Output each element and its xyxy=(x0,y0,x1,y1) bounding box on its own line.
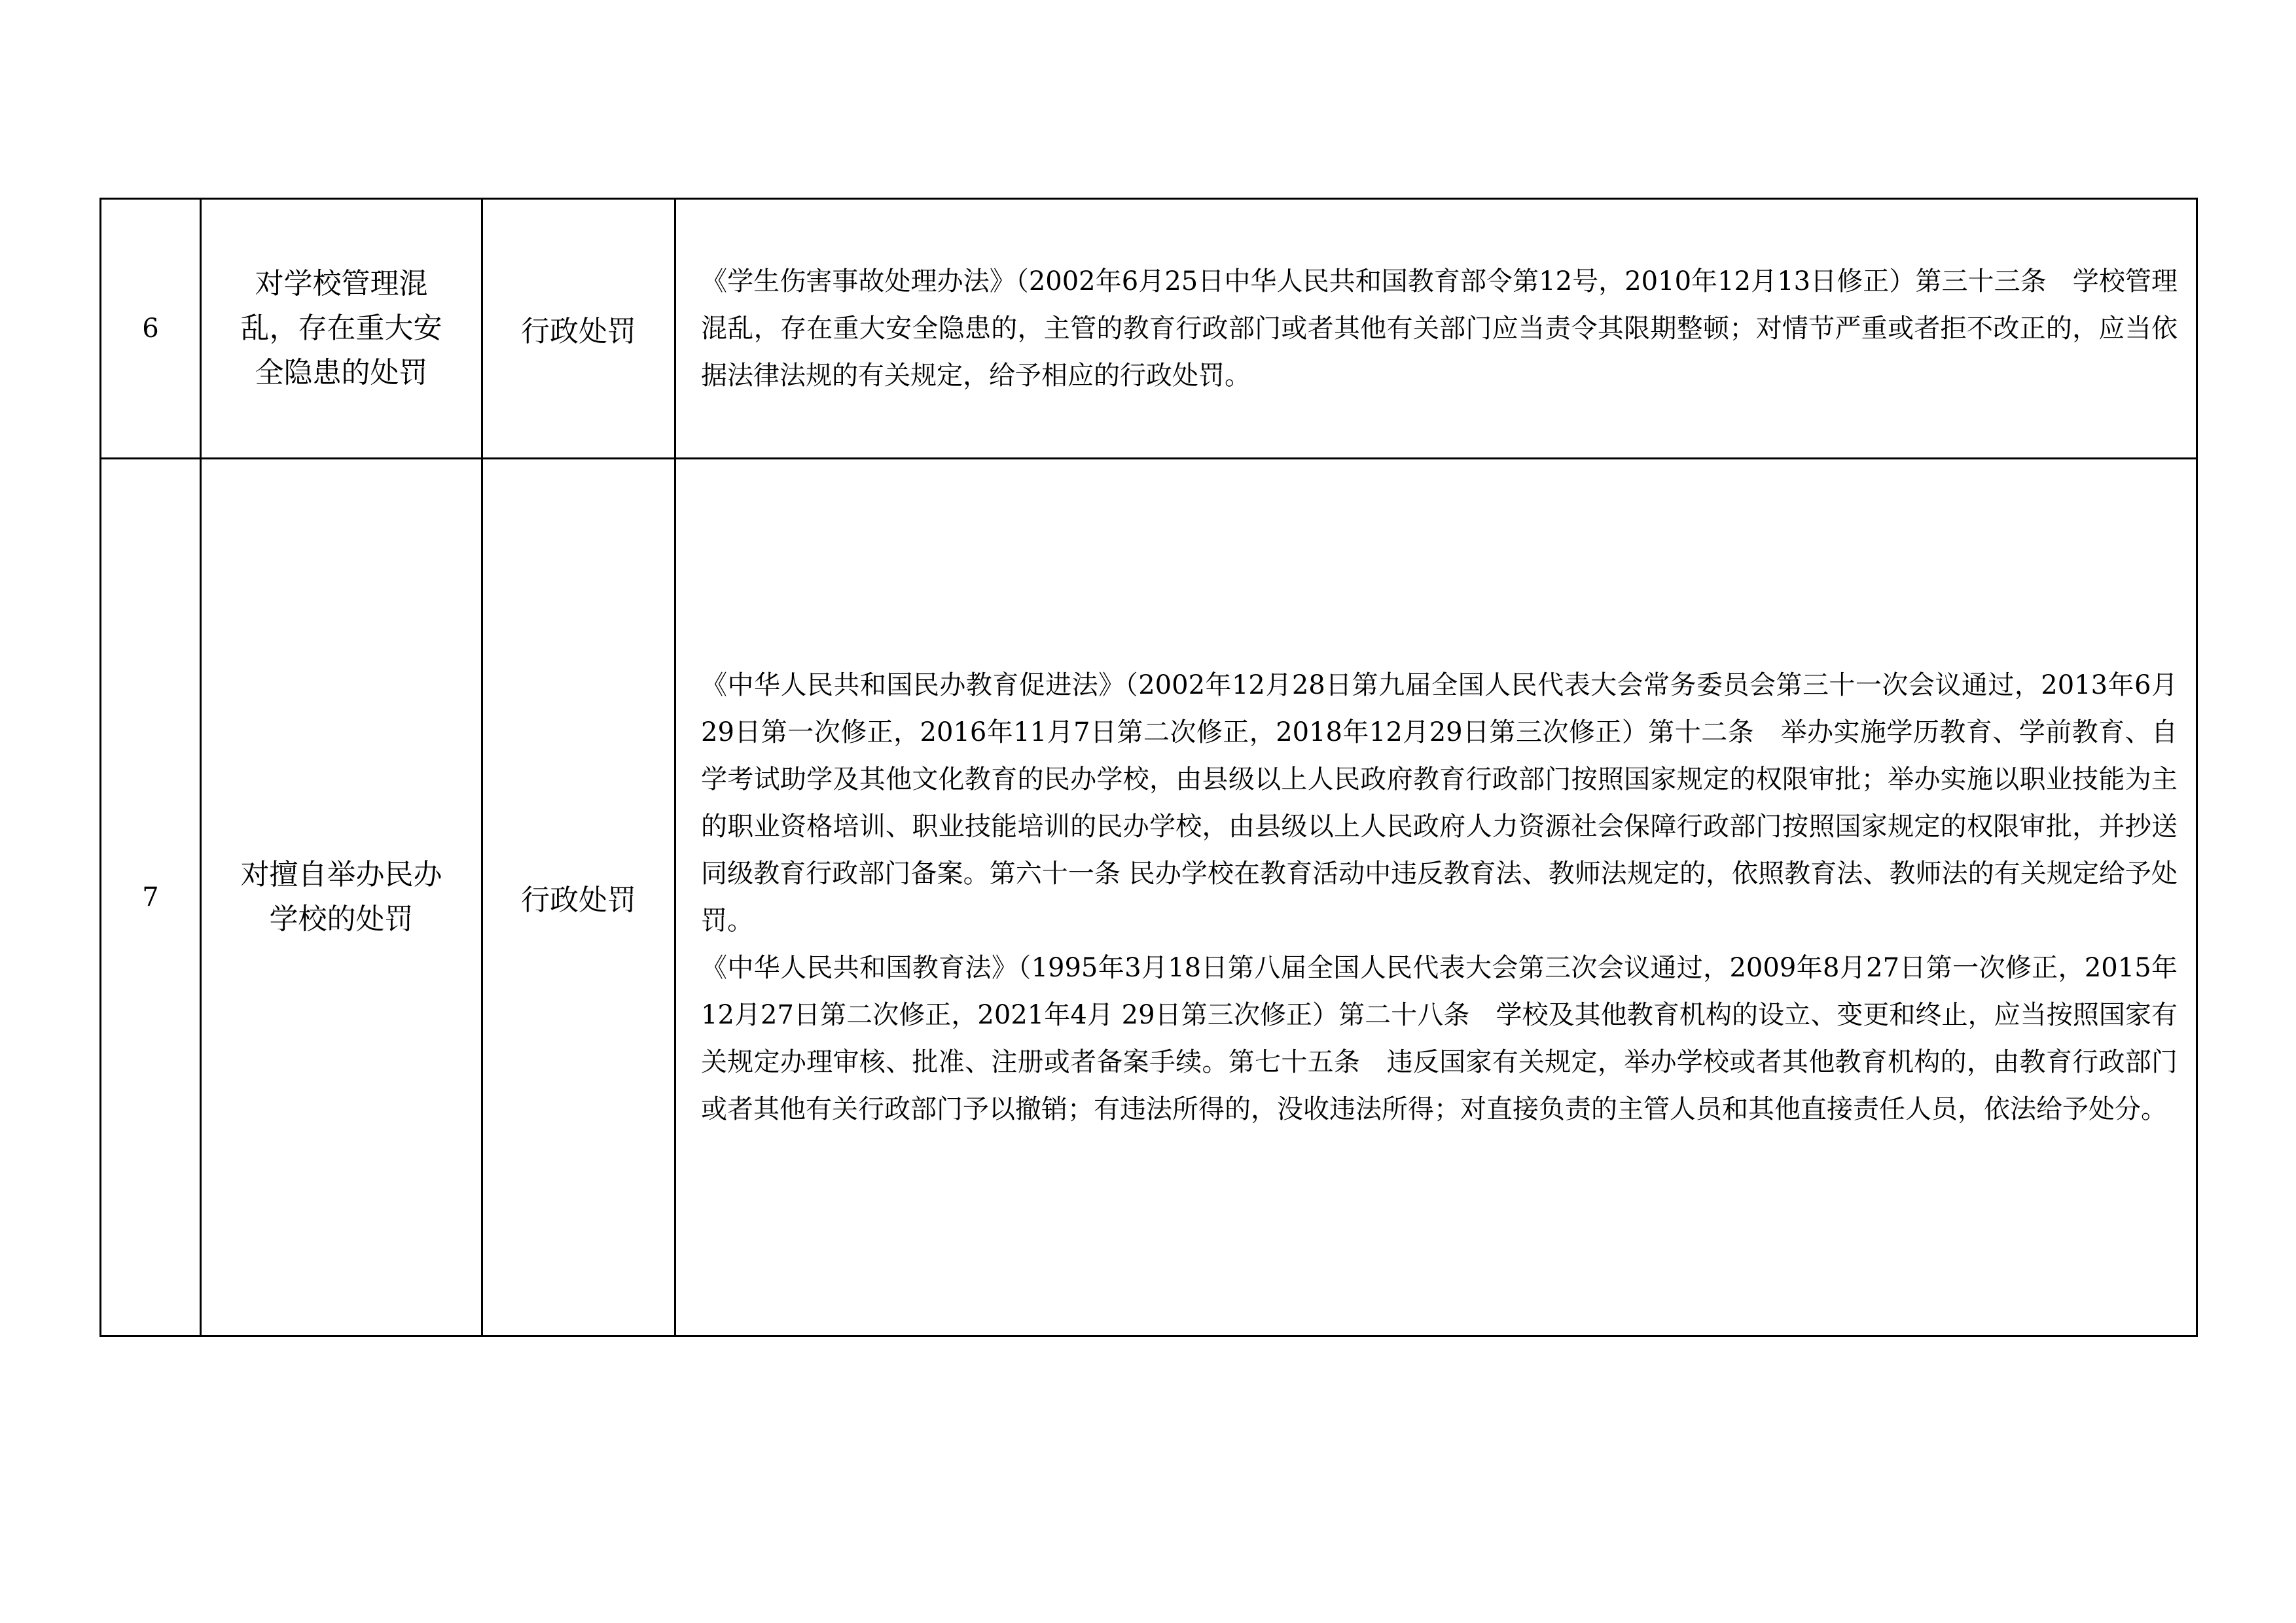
legal-basis xyxy=(675,199,2197,459)
table-row xyxy=(101,199,2197,459)
legal-basis-paragraph: 《中华人民共和国教育法》（1995年3月18日第八届全国人民代表大会第三次会议通过，2009年8月27日第一次修正，2015年12月27日第二次修正，2021年4月 29日第三次修正）第二十八条 学校及其他教育机构的设立、变更和终止，应当按照国家有关规定办理审核、批准、注册或者备案手续。第七十五条 违反国家有关规定，举办学校或者其他教育机构的，由教育行政部门或者其他有关行政部门予以撤销；有违法所得的，没收违法所得；对直接负责的主管人员和其他直接责任人员，依法给予处分。 xyxy=(701,953,2178,1124)
penalty-items-table xyxy=(99,198,2198,1337)
table-row xyxy=(101,459,2197,1336)
legal-basis-paragraph: 《中华人民共和国民办教育促进法》（2002年12月28日第九届全国人民代表大会常务委员会第三十一次会议通过，2013年6月29日第一次修正，2016年11月7日第二次修正，2018年12月29日第三次修正）第十二条 举办实施学历教育、学前教育、自学考试助学及其他文化教育的民办学校，由县级以上人民政府教育行政部门按照国家规定的权限审批；举办实施以职业技能为主的职业资格培训、职业技能培训的民办学校，由县级以上人民政府人力资源社会保障行政部门按照国家规定的权限审批，并抄送同级教育行政部门备案。第六十一条 民办学校在教育活动中违反教育法、教师法规定的，依照教育法、教师法的有关规定给予处罚。 xyxy=(701,670,2178,936)
legal-basis-paragraph: 《学生伤害事故处理办法》（2002年6月25日中华人民共和国教育部令第12号，2010年12月13日修正）第三十三条 学校管理混乱，存在重大安全隐患的，主管的教育行政部门或者其他有关部门应当责令其限期整顿；对情节严重或者拒不改正的，应当依据法律法规的有关规定，给予相应的行政处罚。 xyxy=(701,266,2178,391)
row-number: 7 xyxy=(101,459,201,1336)
item-name: 对擅自举办民办学校的处罚 xyxy=(201,459,482,1336)
legal-basis xyxy=(675,459,2197,1336)
item-type: 行政处罚 xyxy=(482,459,675,1336)
item-type: 行政处罚 xyxy=(482,199,675,459)
item-name: 对学校管理混乱，存在重大安全隐患的处罚 xyxy=(201,199,482,459)
row-number: 6 xyxy=(101,199,201,459)
